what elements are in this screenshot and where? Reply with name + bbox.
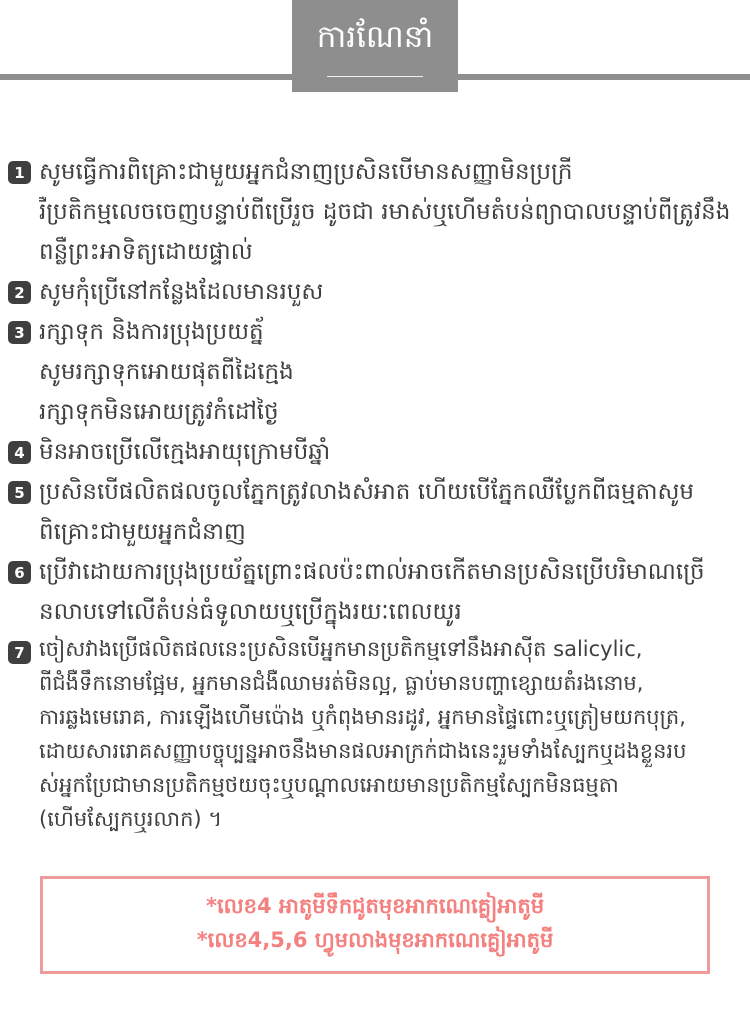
page-title: ការណែនាំ: [316, 19, 434, 55]
instruction-item: [8, 152, 740, 272]
instruction-item: [8, 552, 740, 632]
item-text-line: ប្រសិនបើផលិតផលចូលភ្នែកត្រូវលាងសំអាត ហើយបើភ្នែកឈឺប្លែកពីធម្មតាសូម: [39, 479, 694, 505]
item-text-line: ប្រើវាដោយការប្រុងប្រយ័ត្នព្រោះផលប៉ះពាល់អាចកើតមានប្រសិនប្រើបរិមាណច្រើ: [39, 559, 705, 585]
instruction-item: [8, 432, 740, 472]
item-text: [39, 472, 740, 552]
instruction-item: [8, 632, 740, 836]
item-text-line: (ហើមស្បែកឬរលាក) ។: [39, 807, 223, 831]
item-text-line: ស់អ្នកប្រែជាមានប្រតិកម្មថយចុះឬបណ្តាលអោយមានប្រតិកម្មស្បែកមិនធម្មតា: [39, 773, 619, 797]
item-text-line: ការឆ្លងមេរោគ, ការឡើងហើមប៉ោង ឬកំពុងមានរដូវ, អ្នកមានផ្ទៃពោះឬត្រៀមយកបុត្រ,: [39, 705, 686, 729]
item-text-line: ពិគ្រោះជាមួយអ្នកជំនាញ: [39, 519, 246, 545]
item-number-badge: 2: [8, 281, 31, 304]
instruction-item: [8, 312, 740, 432]
instruction-item: [8, 272, 740, 312]
item-text-line: នលាបទៅលើតំបន់ធំទូលាយឬប្រើក្នុងរយៈពេលយូរ: [39, 599, 462, 625]
item-number-badge: 3: [8, 321, 31, 344]
item-number-badge: 5: [8, 481, 31, 504]
item-text: [39, 152, 740, 272]
header: [0, 0, 750, 92]
instructions-list: [0, 92, 750, 836]
item-text: [39, 432, 740, 472]
item-text: [39, 312, 740, 432]
item-text-line: ពីជំងឺទឹកនោមផ្អែម, អ្នកមានជំងឺឈាមរត់មិនល្អ, ធ្លាប់មានបញ្ហាខ្សោយតំរងនោម,: [39, 671, 644, 695]
note-line-2: *លេខ4,5,6 ហ្វូមលាងមុខអាកណេគ្លៀអាតូមី: [196, 928, 554, 952]
note-box: [40, 876, 710, 974]
item-text-line: ដោយសាររោគសញ្ញាបច្ចុប្បន្នអាចនឹងមានផលអាក្រក់ជាងនេះរួមទាំងស្បែកឬដងខ្លួនរប: [39, 739, 687, 763]
item-text-line: រក្សាទុកមិនអោយត្រូវកំដៅថ្ងៃ: [39, 399, 279, 425]
item-number-badge: 4: [8, 441, 31, 464]
item-number-badge: 7: [8, 641, 31, 664]
item-text-line: រឺប្រតិកម្មលេចចេញបន្ទាប់ពីប្រើរួច ដូចជា រមាស់ឬហើមតំបន់ព្យាបាលបន្ទាប់ពីត្រូវនឹង: [39, 199, 731, 225]
item-text-line: ចៀសវាងប្រើផលិតផលនេះប្រសិនបើអ្នកមានប្រតិកម្មទៅនឹងអាស៊ីត salicylic,: [39, 637, 643, 661]
item-text-line: សូមធ្វើការពិគ្រោះជាមួយអ្នកជំនាញប្រសិនបើមានសញ្ញាមិនប្រក្រី: [39, 159, 573, 185]
item-text-line: រក្សាទុក និងការប្រុងប្រយត្ន័: [39, 319, 264, 345]
item-text: [39, 272, 740, 312]
item-text-line: មិនអាចប្រើលើក្មេងអាយុក្រោមបីឆ្នាំ: [39, 439, 331, 465]
item-text: [39, 632, 740, 836]
title-underline: [327, 76, 423, 77]
item-text-line: សូមកុំប្រើនៅកន្លែងដែលមានរបួស: [39, 279, 324, 305]
instruction-item: [8, 472, 740, 552]
item-text-line: ពន្លឺព្រះអាទិត្យដោយផ្ទាល់: [39, 239, 253, 265]
header-title-box: [292, 0, 458, 92]
item-number-badge: 1: [8, 161, 31, 184]
note-line-1: *លេខ4 អាតូមីទឹកជូតមុខអាកណេគ្លៀអាតូមី: [205, 894, 545, 918]
item-text-line: សូមរក្សាទុកអោយផុតពីដៃក្មេង: [39, 359, 294, 385]
item-number-badge: 6: [8, 561, 31, 584]
item-text: [39, 552, 740, 632]
